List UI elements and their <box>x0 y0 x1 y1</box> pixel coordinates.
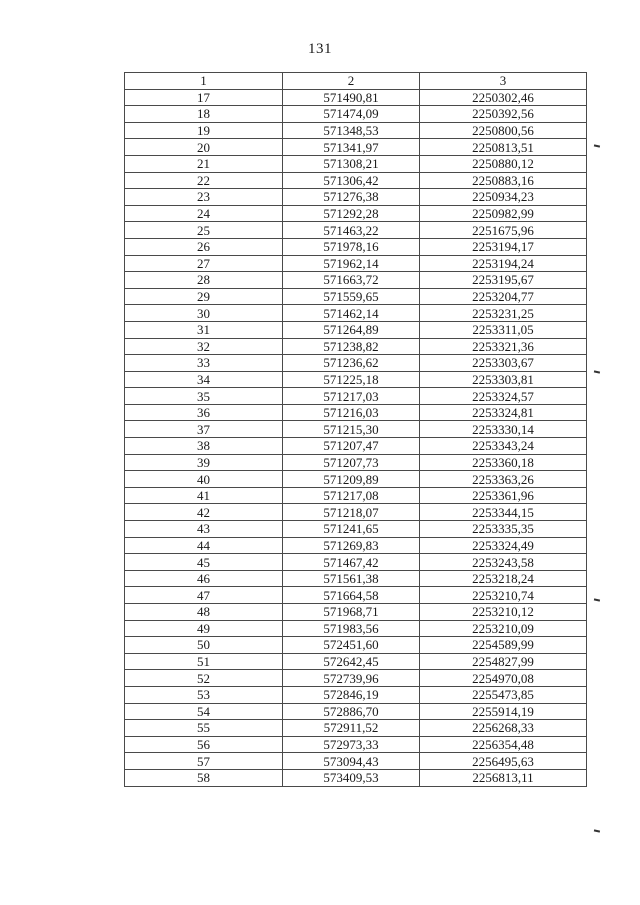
column-header-point: 1 <box>125 73 283 90</box>
point-number-cell: 39 <box>125 454 283 471</box>
point-number-cell: 53 <box>125 686 283 703</box>
x-coordinate-cell: 572451,60 <box>283 637 420 654</box>
y-coordinate-cell: 2253335,35 <box>420 521 587 538</box>
table-row <box>125 205 587 222</box>
y-coordinate-cell: 2254589,99 <box>420 637 587 654</box>
x-coordinate-cell: 571218,07 <box>283 504 420 521</box>
y-coordinate-cell: 2253210,12 <box>420 604 587 621</box>
y-coordinate-cell: 2253330,14 <box>420 421 587 438</box>
y-coordinate-cell: 2253363,26 <box>420 471 587 488</box>
point-number-cell: 52 <box>125 670 283 687</box>
y-coordinate-cell: 2253303,67 <box>420 355 587 372</box>
table-body <box>125 89 587 786</box>
y-coordinate-cell: 2256813,11 <box>420 769 587 786</box>
point-number-cell: 20 <box>125 139 283 156</box>
table-row <box>125 670 587 687</box>
table-row <box>125 288 587 305</box>
x-coordinate-cell: 571207,73 <box>283 454 420 471</box>
point-number-cell: 43 <box>125 521 283 538</box>
y-coordinate-cell: 2250982,99 <box>420 205 587 222</box>
x-coordinate-cell: 572886,70 <box>283 703 420 720</box>
point-number-cell: 37 <box>125 421 283 438</box>
point-number-cell: 25 <box>125 222 283 239</box>
table-row <box>125 703 587 720</box>
point-number-cell: 47 <box>125 587 283 604</box>
table-row <box>125 454 587 471</box>
table-row <box>125 769 587 786</box>
x-coordinate-cell: 571962,14 <box>283 255 420 272</box>
table-row <box>125 487 587 504</box>
x-coordinate-cell: 572973,33 <box>283 736 420 753</box>
table-row <box>125 89 587 106</box>
table-row <box>125 753 587 770</box>
y-coordinate-cell: 2256268,33 <box>420 720 587 737</box>
y-coordinate-cell: 2253194,24 <box>420 255 587 272</box>
point-number-cell: 35 <box>125 388 283 405</box>
table-row <box>125 637 587 654</box>
point-number-cell: 19 <box>125 122 283 139</box>
y-coordinate-cell: 2256354,48 <box>420 736 587 753</box>
page-number: 131 <box>308 41 332 57</box>
table-row <box>125 537 587 554</box>
x-coordinate-cell: 571559,65 <box>283 288 420 305</box>
table-row <box>125 272 587 289</box>
point-number-cell: 28 <box>125 272 283 289</box>
x-coordinate-cell: 571462,14 <box>283 305 420 322</box>
x-coordinate-cell: 571238,82 <box>283 338 420 355</box>
coordinates-table <box>124 72 587 787</box>
y-coordinate-cell: 2253344,15 <box>420 504 587 521</box>
y-coordinate-cell: 2253210,74 <box>420 587 587 604</box>
x-coordinate-cell: 571215,30 <box>283 421 420 438</box>
x-coordinate-cell: 572911,52 <box>283 720 420 737</box>
point-number-cell: 36 <box>125 404 283 421</box>
x-coordinate-cell: 572642,45 <box>283 653 420 670</box>
point-number-cell: 40 <box>125 471 283 488</box>
y-coordinate-cell: 2253324,81 <box>420 404 587 421</box>
y-coordinate-cell: 2250883,16 <box>420 172 587 189</box>
x-coordinate-cell: 571269,83 <box>283 537 420 554</box>
x-coordinate-cell: 571664,58 <box>283 587 420 604</box>
y-coordinate-cell: 2254970,08 <box>420 670 587 687</box>
y-coordinate-cell: 2253204,77 <box>420 288 587 305</box>
x-coordinate-cell: 571217,08 <box>283 487 420 504</box>
point-number-cell: 54 <box>125 703 283 720</box>
y-coordinate-cell: 2253195,67 <box>420 272 587 289</box>
point-number-cell: 22 <box>125 172 283 189</box>
x-coordinate-cell: 571983,56 <box>283 620 420 637</box>
point-number-cell: 18 <box>125 106 283 123</box>
y-coordinate-cell: 2256495,63 <box>420 753 587 770</box>
point-number-cell: 31 <box>125 321 283 338</box>
point-number-cell: 23 <box>125 189 283 206</box>
x-coordinate-cell: 571207,47 <box>283 438 420 455</box>
table-row <box>125 554 587 571</box>
y-coordinate-cell: 2253361,96 <box>420 487 587 504</box>
x-coordinate-cell: 571490,81 <box>283 89 420 106</box>
table-row <box>125 106 587 123</box>
x-coordinate-cell: 573409,53 <box>283 769 420 786</box>
x-coordinate-cell: 572846,19 <box>283 686 420 703</box>
x-coordinate-cell: 573094,43 <box>283 753 420 770</box>
y-coordinate-cell: 2253343,24 <box>420 438 587 455</box>
table-header-row <box>125 73 587 90</box>
table-row <box>125 720 587 737</box>
y-coordinate-cell: 2253321,36 <box>420 338 587 355</box>
table-row <box>125 471 587 488</box>
point-number-cell: 21 <box>125 155 283 172</box>
y-coordinate-cell: 2250813,51 <box>420 139 587 156</box>
margin-mark <box>594 598 600 601</box>
x-coordinate-cell: 571474,09 <box>283 106 420 123</box>
point-number-cell: 26 <box>125 238 283 255</box>
point-number-cell: 56 <box>125 736 283 753</box>
x-coordinate-cell: 571978,16 <box>283 238 420 255</box>
x-coordinate-cell: 571463,22 <box>283 222 420 239</box>
point-number-cell: 17 <box>125 89 283 106</box>
table-row <box>125 155 587 172</box>
table-row <box>125 521 587 538</box>
x-coordinate-cell: 571264,89 <box>283 321 420 338</box>
x-coordinate-cell: 571241,65 <box>283 521 420 538</box>
y-coordinate-cell: 2250302,46 <box>420 89 587 106</box>
y-coordinate-cell: 2250880,12 <box>420 155 587 172</box>
point-number-cell: 29 <box>125 288 283 305</box>
x-coordinate-cell: 571348,53 <box>283 122 420 139</box>
column-header-x: 2 <box>283 73 420 90</box>
y-coordinate-cell: 2251675,96 <box>420 222 587 239</box>
table-row <box>125 255 587 272</box>
point-number-cell: 41 <box>125 487 283 504</box>
point-number-cell: 24 <box>125 205 283 222</box>
table-row <box>125 736 587 753</box>
x-coordinate-cell: 571968,71 <box>283 604 420 621</box>
table-row <box>125 355 587 372</box>
x-coordinate-cell: 572739,96 <box>283 670 420 687</box>
point-number-cell: 50 <box>125 637 283 654</box>
x-coordinate-cell: 571306,42 <box>283 172 420 189</box>
table-row <box>125 438 587 455</box>
y-coordinate-cell: 2253194,17 <box>420 238 587 255</box>
table-row <box>125 404 587 421</box>
y-coordinate-cell: 2253303,81 <box>420 371 587 388</box>
point-number-cell: 33 <box>125 355 283 372</box>
table-row <box>125 604 587 621</box>
x-coordinate-cell: 571467,42 <box>283 554 420 571</box>
point-number-cell: 48 <box>125 604 283 621</box>
margin-mark <box>594 370 600 373</box>
y-coordinate-cell: 2253360,18 <box>420 454 587 471</box>
table-row <box>125 686 587 703</box>
x-coordinate-cell: 571216,03 <box>283 404 420 421</box>
point-number-cell: 45 <box>125 554 283 571</box>
point-number-cell: 58 <box>125 769 283 786</box>
point-number-cell: 27 <box>125 255 283 272</box>
table-row <box>125 238 587 255</box>
y-coordinate-cell: 2254827,99 <box>420 653 587 670</box>
table-row <box>125 371 587 388</box>
x-coordinate-cell: 571225,18 <box>283 371 420 388</box>
table-row <box>125 388 587 405</box>
table-row <box>125 122 587 139</box>
y-coordinate-cell: 2253231,25 <box>420 305 587 322</box>
point-number-cell: 51 <box>125 653 283 670</box>
y-coordinate-cell: 2255473,85 <box>420 686 587 703</box>
y-coordinate-cell: 2253324,57 <box>420 388 587 405</box>
x-coordinate-cell: 571561,38 <box>283 570 420 587</box>
y-coordinate-cell: 2253324,49 <box>420 537 587 554</box>
x-coordinate-cell: 571341,97 <box>283 139 420 156</box>
point-number-cell: 44 <box>125 537 283 554</box>
table-row <box>125 222 587 239</box>
x-coordinate-cell: 571292,28 <box>283 205 420 222</box>
point-number-cell: 55 <box>125 720 283 737</box>
point-number-cell: 34 <box>125 371 283 388</box>
table-row <box>125 587 587 604</box>
x-coordinate-cell: 571217,03 <box>283 388 420 405</box>
x-coordinate-cell: 571308,21 <box>283 155 420 172</box>
table-row <box>125 139 587 156</box>
point-number-cell: 30 <box>125 305 283 322</box>
point-number-cell: 42 <box>125 504 283 521</box>
point-number-cell: 46 <box>125 570 283 587</box>
table-row <box>125 189 587 206</box>
point-number-cell: 38 <box>125 438 283 455</box>
table-row <box>125 305 587 322</box>
point-number-cell: 57 <box>125 753 283 770</box>
x-coordinate-cell: 571236,62 <box>283 355 420 372</box>
y-coordinate-cell: 2255914,19 <box>420 703 587 720</box>
point-number-cell: 49 <box>125 620 283 637</box>
margin-mark <box>594 829 600 832</box>
table-row <box>125 421 587 438</box>
x-coordinate-cell: 571663,72 <box>283 272 420 289</box>
y-coordinate-cell: 2250392,56 <box>420 106 587 123</box>
table-row <box>125 620 587 637</box>
table-row <box>125 321 587 338</box>
y-coordinate-cell: 2250800,56 <box>420 122 587 139</box>
x-coordinate-cell: 571209,89 <box>283 471 420 488</box>
table-row <box>125 172 587 189</box>
table-row <box>125 504 587 521</box>
y-coordinate-cell: 2253210,09 <box>420 620 587 637</box>
column-header-y: 3 <box>420 73 587 90</box>
y-coordinate-cell: 2250934,23 <box>420 189 587 206</box>
point-number-cell: 32 <box>125 338 283 355</box>
table-row <box>125 338 587 355</box>
y-coordinate-cell: 2253243,58 <box>420 554 587 571</box>
y-coordinate-cell: 2253218,24 <box>420 570 587 587</box>
margin-mark <box>594 144 600 147</box>
x-coordinate-cell: 571276,38 <box>283 189 420 206</box>
table-row <box>125 570 587 587</box>
y-coordinate-cell: 2253311,05 <box>420 321 587 338</box>
table-row <box>125 653 587 670</box>
